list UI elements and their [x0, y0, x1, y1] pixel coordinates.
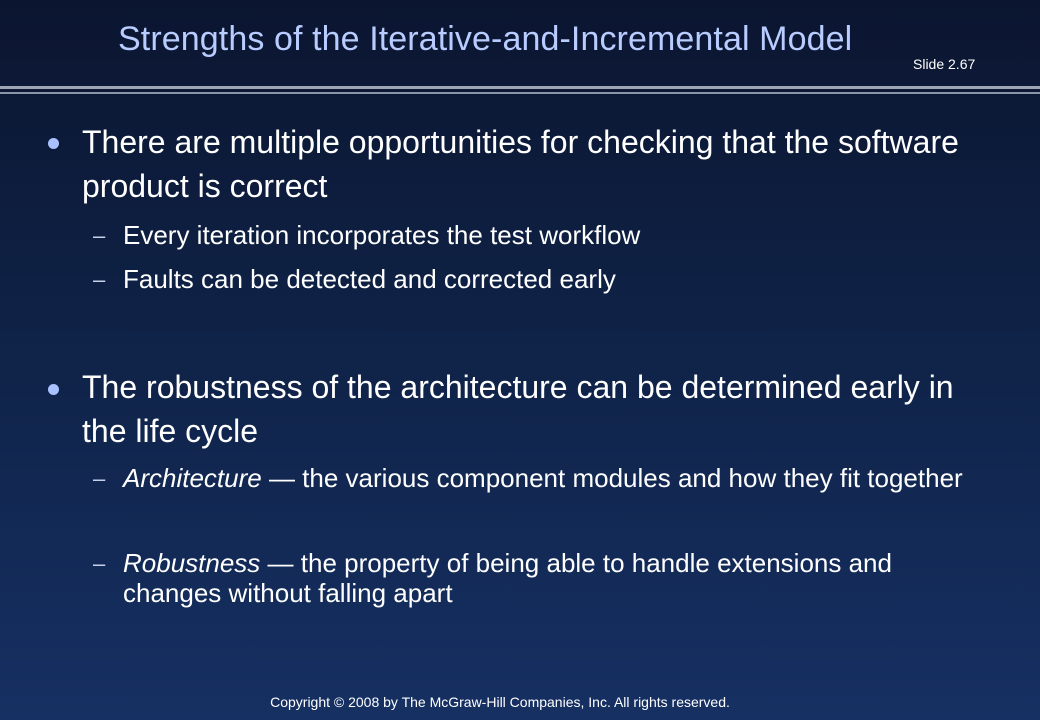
bullet-dot-icon	[48, 384, 59, 395]
title-divider-line	[0, 86, 1040, 89]
bullet-text: The robustness of the architecture can be determined early in the life cycle	[82, 369, 954, 449]
sub-bullet-dash-icon: –	[93, 466, 106, 491]
sub-bullet-dash-icon: –	[93, 267, 106, 292]
definition-text: — the various component modules and how they fit together	[261, 463, 963, 493]
bullet-dot-icon	[48, 138, 59, 149]
title-divider-line-secondary	[0, 92, 1040, 94]
term-architecture: Architecture	[123, 463, 262, 493]
bullet-text: There are multiple opportunities for checking that the software product is correct	[82, 124, 959, 204]
definition-text: — the property of being able to handle extensions and changes without falling apart	[123, 548, 892, 608]
sub-bullet-text: Faults can be detected and corrected early	[123, 264, 616, 294]
sub-bullet-dash-icon: –	[93, 223, 106, 248]
sub-bullet-text	[123, 548, 963, 608]
sub-bullet-text: Every iteration incorporates the test workflow	[123, 220, 641, 250]
slide-title: Strengths of the Iterative-and-Incremental Model	[118, 20, 853, 58]
sub-bullet-dash-icon: –	[93, 551, 106, 576]
term-robustness: Robustness	[123, 548, 261, 578]
slide-number: Slide 2.67	[913, 56, 976, 72]
sub-bullet-text	[123, 463, 963, 493]
copyright-footer: Copyright © 2008 by The McGraw-Hill Companies, Inc. All rights reserved.	[270, 694, 730, 710]
